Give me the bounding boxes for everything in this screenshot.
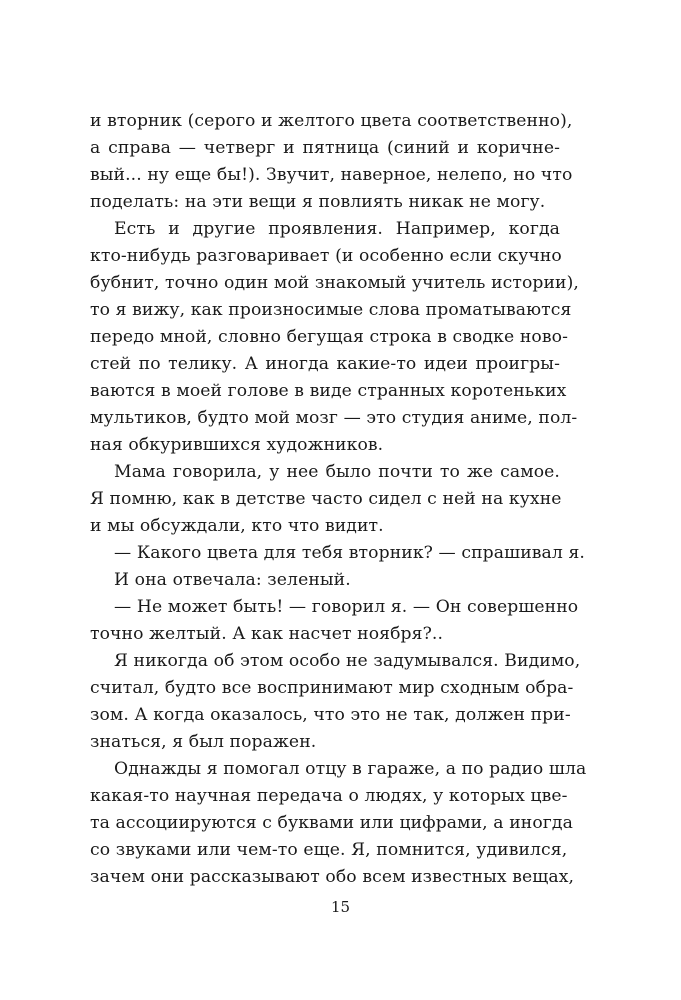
text-line: и вторник (серого и желтого цвета соответственно), — [90, 111, 573, 131]
text-line: какая-то научная передача о людях, у которых цве- — [90, 786, 568, 806]
text-line: точно желтый. А как насчет ноября?.. — [90, 624, 444, 644]
text-line: знаться, я был поражен. — [90, 732, 317, 752]
page-number: 15 — [330, 898, 351, 916]
text-line: зом. А когда оказалось, что это не так, должен при- — [90, 705, 571, 725]
text-line: вый... ну еще бы!). Звучит, наверное, нелепо, но что — [90, 165, 573, 185]
body-text — [90, 108, 587, 891]
dialogue-line: — Какого цвета для тебя вторник? — спрашивал я. — [114, 543, 585, 563]
text-line: бубнит, точно один мой знакомый учитель истории), — [90, 273, 579, 293]
text-line: и мы обсуждали, кто что видит. — [90, 516, 384, 536]
text-line: со звуками или чем-то еще. Я, помнится, удивился, — [90, 840, 568, 860]
dialogue-line: — Не может быть! — говорил я. — Он совершенно — [114, 597, 579, 617]
text-line: Я помню, как в детстве часто сидел с ней на кухне — [90, 489, 562, 509]
text-line: передо мной, словно бегущая строка в сводке ново- — [90, 327, 568, 347]
text-line: ная обкурившихся художников. — [90, 435, 384, 455]
text-line: зачем они рассказывают обо всем известных вещах, — [90, 867, 575, 887]
text-line: то я вижу, как произносимые слова проматываются — [90, 300, 572, 320]
paragraph-first-line: Я никогда об этом особо не задумывался. Видимо, — [114, 651, 581, 671]
text-line: а справа — четверг и пятница (синий и коричне- — [90, 138, 560, 158]
text-line: стей по телику. А иногда какие-то идеи проигры- — [90, 354, 560, 374]
text-line: мультиков, будто мой мозг — это студия аниме, пол- — [90, 408, 578, 428]
paragraph-first-line: Однажды я помогал отцу в гараже, а по радио шла — [114, 759, 587, 779]
text-line: поделать: на эти вещи я повлиять никак не могу. — [90, 192, 546, 212]
text-line: та ассоциируются с буквами или цифрами, а иногда — [90, 813, 573, 833]
paragraph-first-line: Есть и другие проявления. Например, когда — [114, 219, 560, 239]
text-line: считал, будто все воспринимают мир сходным обра- — [90, 678, 574, 698]
paragraph-first-line: И она отвечала: зеленый. — [114, 570, 351, 590]
text-line: ваются в моей голове в виде странных коротеньких — [90, 381, 567, 401]
text-line: кто-нибудь разговаривает (и особенно если скучно — [90, 246, 562, 266]
paragraph-first-line: Мама говорила, у нее было почти то же самое. — [114, 462, 560, 482]
